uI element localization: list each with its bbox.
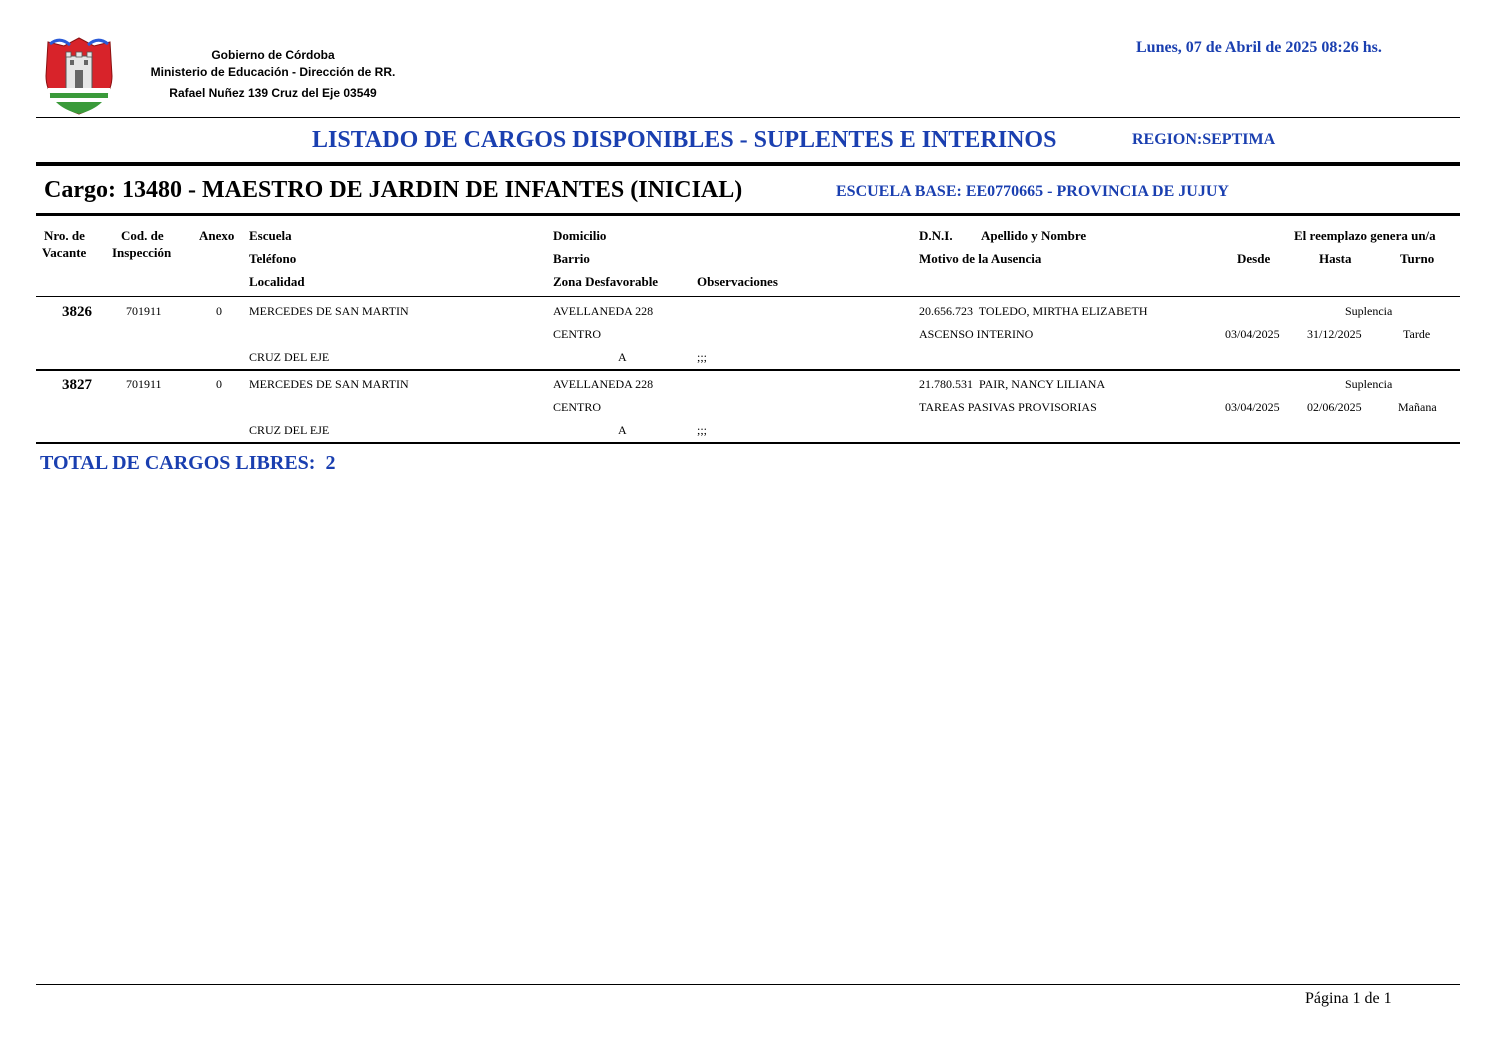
col-cod-de: Cod. de bbox=[121, 228, 164, 243]
barrio: CENTRO bbox=[553, 400, 601, 414]
col-nro-de: Nro. de bbox=[44, 228, 85, 243]
col-localidad: Localidad bbox=[249, 274, 305, 289]
fecha-desde: 03/04/2025 bbox=[1225, 327, 1280, 341]
motivo-ausencia: ASCENSO INTERINO bbox=[919, 327, 1034, 341]
table-bottom-divider bbox=[36, 442, 1460, 444]
report-date: Lunes, 07 de Abril de 2025 08:26 hs. bbox=[1136, 39, 1382, 56]
col-hasta: Hasta bbox=[1319, 251, 1352, 266]
col-telefono: Teléfono bbox=[249, 251, 297, 266]
region-label: REGION:SEPTIMA bbox=[1132, 131, 1276, 148]
col-zona: Zona Desfavorable bbox=[553, 274, 659, 289]
motivo-ausencia: TAREAS PASIVAS PROVISORIAS bbox=[919, 400, 1097, 414]
col-motivo: Motivo de la Ausencia bbox=[919, 251, 1042, 266]
org-name: Gobierno de Córdoba bbox=[211, 48, 335, 62]
table-header-divider bbox=[36, 296, 1460, 297]
turno: Mañana bbox=[1398, 400, 1437, 414]
observaciones: ;;; bbox=[697, 423, 708, 437]
fecha-desde: 03/04/2025 bbox=[1225, 400, 1280, 414]
localidad: CRUZ DEL EJE bbox=[249, 350, 330, 364]
escuela: MERCEDES DE SAN MARTIN bbox=[249, 304, 409, 318]
zona-desfavorable: A bbox=[618, 350, 627, 364]
cod-inspeccion: 701911 bbox=[126, 377, 162, 391]
col-apellido: Apellido y Nombre bbox=[981, 228, 1087, 243]
col-barrio: Barrio bbox=[553, 251, 590, 266]
escuela-base: ESCUELA BASE: EE0770665 - PROVINCIA DE JUJUY bbox=[836, 183, 1229, 200]
col-observaciones: Observaciones bbox=[697, 274, 778, 289]
col-reemplazo: El reemplazo genera un/a bbox=[1294, 228, 1436, 243]
org-ministry: Ministerio de Educación - Dirección de RR. bbox=[150, 65, 396, 79]
cordoba-coat-of-arms-icon bbox=[40, 36, 118, 116]
col-inspeccion: Inspección bbox=[112, 245, 172, 260]
fecha-hasta: 02/06/2025 bbox=[1307, 400, 1362, 414]
title-divider bbox=[36, 162, 1460, 166]
page-number: Página 1 de 1 bbox=[1305, 990, 1392, 1007]
col-vacante: Vacante bbox=[42, 245, 87, 260]
col-domicilio: Domicilio bbox=[553, 228, 607, 243]
footer-divider bbox=[36, 984, 1460, 985]
total-cargos-libres: TOTAL DE CARGOS LIBRES: 2 bbox=[40, 452, 336, 474]
turno: Tarde bbox=[1403, 327, 1431, 341]
dni-apellido-nombre: 20.656.723 TOLEDO, MIRTHA ELIZABETH bbox=[919, 304, 1148, 318]
anexo: 0 bbox=[216, 304, 222, 318]
vacante-number: 3826 bbox=[62, 304, 92, 320]
zona-desfavorable: A bbox=[618, 423, 627, 437]
col-escuela: Escuela bbox=[249, 228, 292, 243]
col-turno: Turno bbox=[1400, 251, 1435, 266]
anexo: 0 bbox=[216, 377, 222, 391]
reemplazo-tipo: Suplencia bbox=[1345, 304, 1393, 318]
col-dni: D.N.I. bbox=[919, 228, 953, 243]
observaciones: ;;; bbox=[697, 350, 708, 364]
escuela: MERCEDES DE SAN MARTIN bbox=[249, 377, 409, 391]
dni-apellido-nombre: 21.780.531 PAIR, NANCY LILIANA bbox=[919, 377, 1106, 391]
col-anexo: Anexo bbox=[199, 228, 235, 243]
domicilio: AVELLANEDA 228 bbox=[553, 304, 654, 318]
cod-inspeccion: 701911 bbox=[126, 304, 162, 318]
localidad: CRUZ DEL EJE bbox=[249, 423, 330, 437]
fecha-hasta: 31/12/2025 bbox=[1307, 327, 1362, 341]
report-title: LISTADO DE CARGOS DISPONIBLES - SUPLENTES E INTERINOS bbox=[312, 127, 1057, 153]
cargo-title: Cargo: 13480 - MAESTRO DE JARDIN DE INFANTES (INICIAL) bbox=[44, 177, 743, 203]
row-divider bbox=[36, 369, 1460, 371]
reemplazo-tipo: Suplencia bbox=[1345, 377, 1393, 391]
cargo-divider bbox=[36, 213, 1460, 216]
barrio: CENTRO bbox=[553, 327, 601, 341]
vacante-number: 3827 bbox=[62, 377, 92, 393]
org-address: Rafael Nuñez 139 Cruz del Eje 03549 bbox=[169, 86, 377, 100]
header-divider bbox=[36, 117, 1460, 118]
domicilio: AVELLANEDA 228 bbox=[553, 377, 654, 391]
col-desde: Desde bbox=[1237, 251, 1271, 266]
